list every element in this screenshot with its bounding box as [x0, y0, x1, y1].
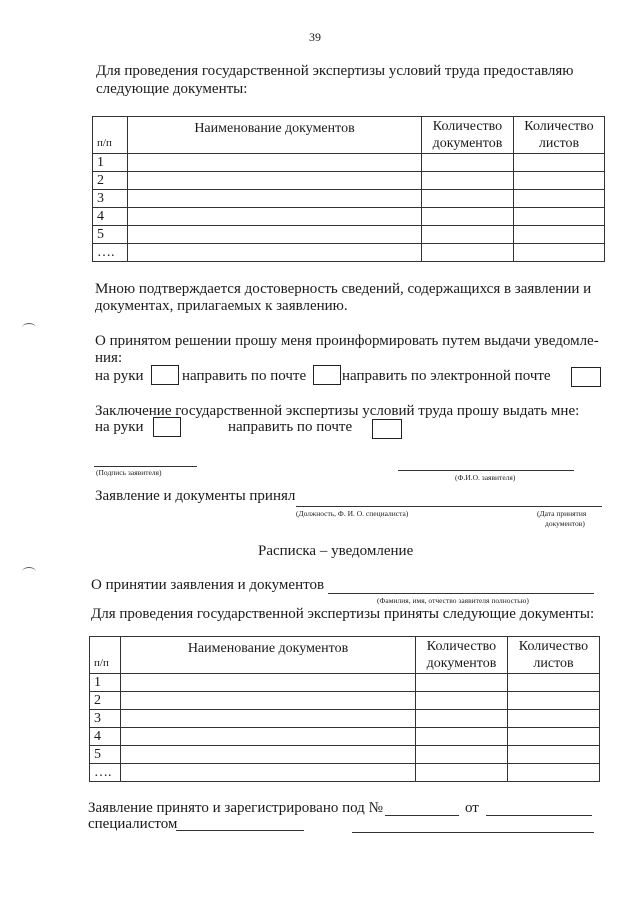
documents-table	[92, 116, 605, 262]
doc-count-cell[interactable]	[422, 226, 514, 244]
col-docs-header: Количество документов	[422, 117, 514, 154]
sheet-count-cell[interactable]	[508, 746, 600, 764]
receipt-text: Для проведения государственной экспертизы приняты следующие документы:	[91, 606, 595, 622]
receipt-title: Расписка – уведомление	[258, 543, 414, 559]
applicant-name-line[interactable]	[398, 470, 574, 471]
doc-name-cell[interactable]	[121, 710, 416, 728]
option-label-mail: направить по почте	[182, 368, 307, 384]
doc-name-cell[interactable]	[128, 190, 422, 208]
position-caption: (Должность, Ф. И. О. специалиста)	[296, 509, 409, 518]
table-row	[90, 710, 600, 728]
specialist-name-line[interactable]	[352, 832, 594, 833]
doc-name-cell[interactable]	[128, 208, 422, 226]
row-number: 5	[93, 226, 128, 244]
date-caption: (Дата принятия	[537, 509, 587, 518]
doc-name-cell[interactable]	[121, 746, 416, 764]
page-number: 39	[309, 30, 321, 44]
doc-count-cell[interactable]	[416, 710, 508, 728]
option-label-hand: на руки	[95, 368, 144, 384]
table-header-row	[90, 637, 600, 674]
row-number: ….	[93, 244, 128, 262]
doc-count-cell[interactable]	[422, 154, 514, 172]
row-number: 2	[90, 692, 121, 710]
binder-hole-mark	[22, 323, 36, 332]
inform-request-text: ния:	[95, 350, 123, 366]
date-caption: документов)	[545, 519, 585, 528]
row-number: 1	[90, 674, 121, 692]
doc-count-cell[interactable]	[422, 190, 514, 208]
table-row	[90, 692, 600, 710]
sheet-count-cell[interactable]	[508, 728, 600, 746]
option-label-mail: направить по почте	[228, 419, 353, 435]
table-row	[90, 746, 600, 764]
doc-count-cell[interactable]	[416, 728, 508, 746]
table-row	[90, 764, 600, 782]
specialist-line[interactable]	[296, 506, 602, 507]
option-label-hand: на руки	[95, 419, 144, 435]
col-name-header: Наименование документов	[128, 117, 422, 154]
doc-name-cell[interactable]	[121, 728, 416, 746]
row-number: 2	[93, 172, 128, 190]
conclusion-request-text: Заключение государственной экспертизы условий труда прошу выдать мне:	[95, 403, 580, 419]
confirmation-text: Мною подтверждается достоверность сведений, содержащихся в заявлении и	[95, 281, 592, 297]
binder-hole-mark	[22, 567, 36, 576]
sheet-count-cell[interactable]	[508, 692, 600, 710]
doc-count-cell[interactable]	[422, 244, 514, 262]
table-row	[93, 226, 605, 244]
receipt-text: О принятии заявления и документов	[91, 577, 325, 593]
doc-name-cell[interactable]	[128, 244, 422, 262]
option-label-email: направить по электронной почте	[342, 368, 551, 384]
checkbox-hand[interactable]	[151, 365, 179, 385]
sheet-count-cell[interactable]	[508, 764, 600, 782]
sheet-count-cell[interactable]	[514, 244, 605, 262]
table-row	[93, 244, 605, 262]
checkbox-email[interactable]	[571, 367, 601, 387]
table-row	[93, 154, 605, 172]
receipt-name-line[interactable]	[328, 593, 594, 594]
row-number: 5	[90, 746, 121, 764]
col-docs-header: Количество документов	[416, 637, 508, 674]
signature-line[interactable]	[94, 466, 197, 467]
accepted-by-label: Заявление и документы принял	[95, 488, 296, 504]
sheet-count-cell[interactable]	[514, 190, 605, 208]
inform-request-text: О принятом решении прошу меня проинформировать путем выдачи уведомле-	[95, 333, 599, 349]
doc-name-cell[interactable]	[121, 764, 416, 782]
signature-caption: (Подпись заявителя)	[96, 468, 162, 477]
doc-name-cell[interactable]	[121, 674, 416, 692]
table-row	[90, 674, 600, 692]
table-row	[90, 728, 600, 746]
doc-count-cell[interactable]	[416, 674, 508, 692]
registration-number-line[interactable]	[385, 815, 459, 816]
applicant-name-caption: (Ф.И.О. заявителя)	[455, 473, 516, 482]
row-number: ….	[90, 764, 121, 782]
col-num-header: п/п	[90, 637, 121, 674]
row-number: 3	[90, 710, 121, 728]
sheet-count-cell[interactable]	[514, 226, 605, 244]
row-number: 1	[93, 154, 128, 172]
row-number: 3	[93, 190, 128, 208]
checkbox-mail[interactable]	[313, 365, 341, 385]
col-sheets-header: Количество листов	[514, 117, 605, 154]
specialist-label: специалистом	[88, 816, 178, 832]
table-row	[93, 172, 605, 190]
checkbox-conclusion-hand[interactable]	[153, 417, 181, 437]
confirmation-text: документах, прилагаемых к заявлению.	[95, 298, 348, 314]
sheet-count-cell[interactable]	[508, 674, 600, 692]
table-row	[93, 190, 605, 208]
col-name-header: Наименование документов	[121, 637, 416, 674]
intro-text: Для проведения государственной экспертизы условий труда предоставляю	[96, 63, 574, 79]
col-sheets-header: Количество листов	[508, 637, 600, 674]
table-row	[93, 208, 605, 226]
receipt-name-caption: (Фамилия, имя, отчество заявителя полностью)	[377, 596, 529, 605]
doc-count-cell[interactable]	[416, 746, 508, 764]
from-label: от	[465, 800, 479, 816]
table-header-row	[93, 117, 605, 154]
doc-name-cell[interactable]	[128, 172, 422, 190]
doc-count-cell[interactable]	[416, 692, 508, 710]
doc-count-cell[interactable]	[422, 172, 514, 190]
sheet-count-cell[interactable]	[514, 208, 605, 226]
doc-count-cell[interactable]	[422, 208, 514, 226]
sheet-count-cell[interactable]	[514, 154, 605, 172]
doc-name-cell[interactable]	[128, 226, 422, 244]
sheet-count-cell[interactable]	[508, 710, 600, 728]
registration-label: Заявление принято и зарегистрировано под №	[88, 800, 383, 816]
intro-text: следующие документы:	[96, 81, 248, 97]
doc-name-cell[interactable]	[128, 154, 422, 172]
doc-count-cell[interactable]	[416, 764, 508, 782]
col-num-header: п/п	[93, 117, 128, 154]
row-number: 4	[90, 728, 121, 746]
row-number: 4	[93, 208, 128, 226]
registration-date-line[interactable]	[486, 815, 592, 816]
specialist-signature-line[interactable]	[176, 830, 304, 831]
accepted-documents-table	[89, 636, 600, 782]
doc-name-cell[interactable]	[121, 692, 416, 710]
sheet-count-cell[interactable]	[514, 172, 605, 190]
checkbox-conclusion-mail[interactable]	[372, 419, 402, 439]
